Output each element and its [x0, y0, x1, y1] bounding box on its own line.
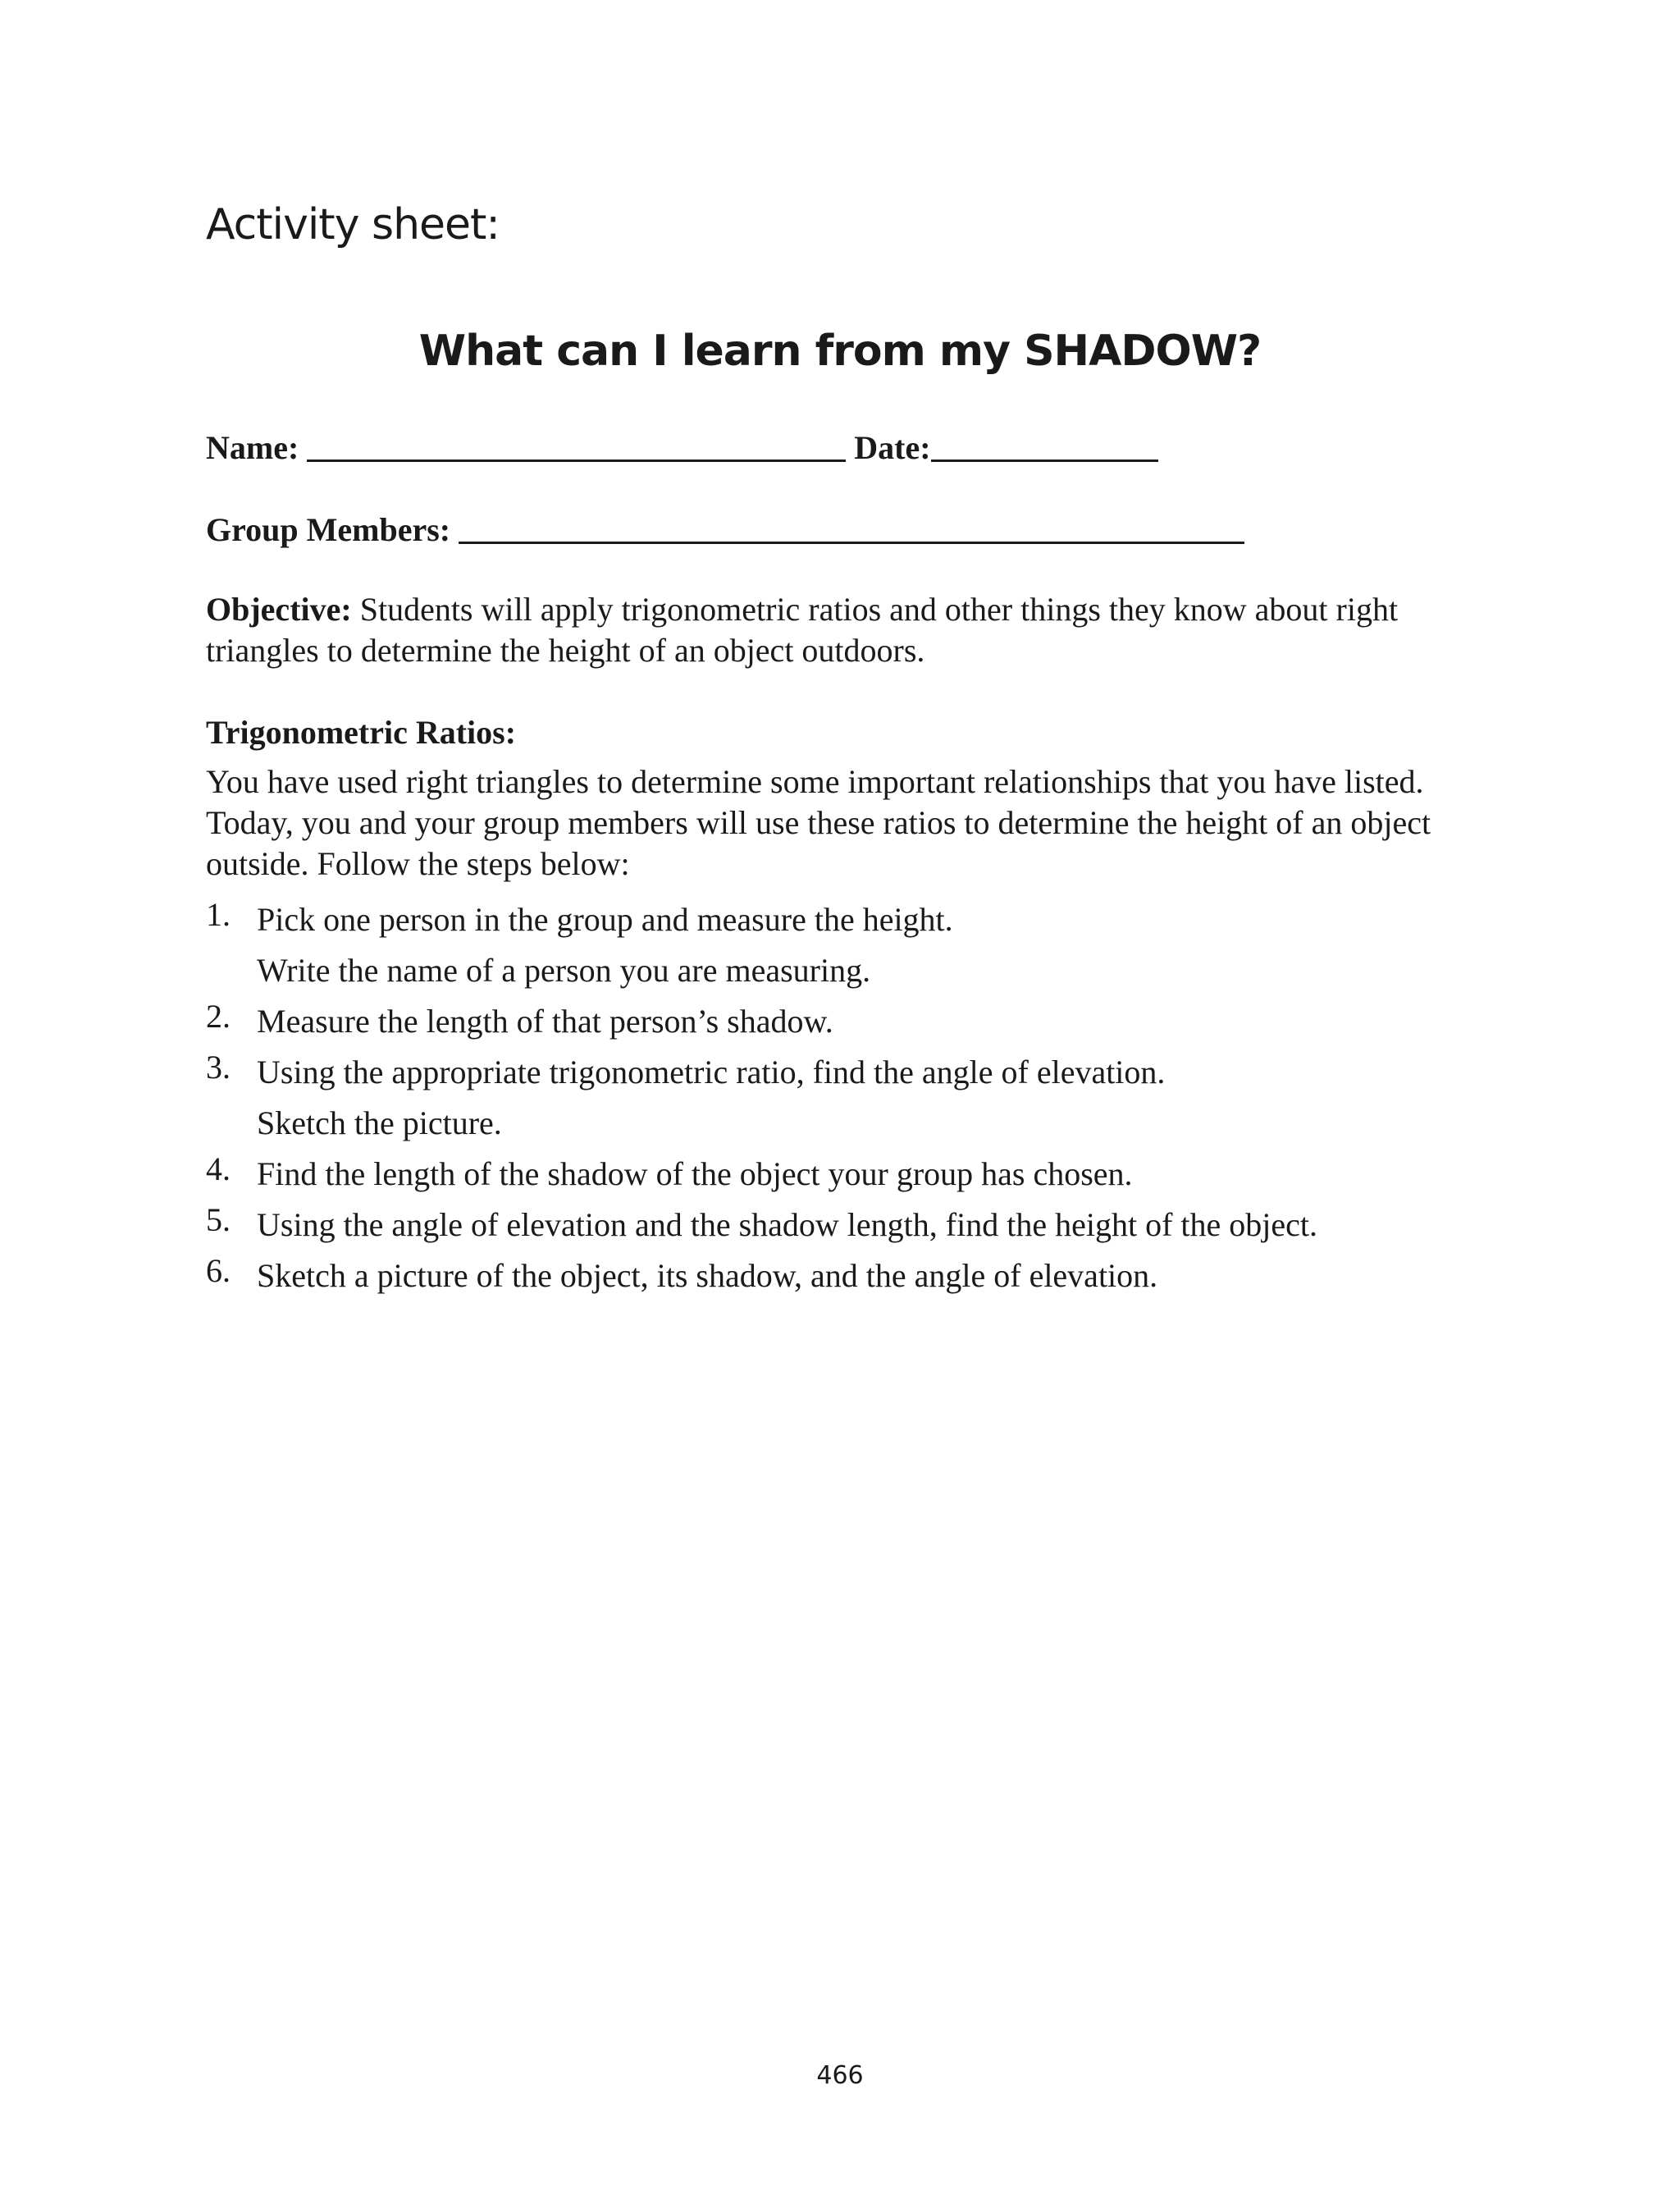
- trig-ratios-heading: Trigonometric Ratios:: [206, 714, 517, 751]
- step-number: 5.: [206, 1201, 231, 1238]
- step-text: Using the appropriate trigonometric ratio, find the angle of elevation.: [257, 1054, 1166, 1090]
- step-subtext: Sketch the picture.: [257, 1104, 502, 1141]
- name-label: Name:: [206, 429, 308, 466]
- step-text: Pick one person in the group and measure the height.: [257, 901, 953, 938]
- step-text: Using the angle of elevation and the shadow length, find the height of the object.: [257, 1206, 1317, 1243]
- step-item: [206, 996, 1317, 1047]
- page-number: 466: [816, 2061, 864, 2090]
- step-text: Sketch a picture of the object, its shadow, and the angle of elevation.: [257, 1257, 1158, 1294]
- trig-intro-paragraph: You have used right triangles to determine some important relationships that you have listed. Today, you and your group members will use these ratios to determine the height of an object outside. Follow the steps below:: [206, 763, 1431, 882]
- step-subtext: Write the name of a person you are measuring.: [257, 952, 871, 989]
- objective-paragraph: [206, 589, 1486, 671]
- step-item: [206, 1149, 1317, 1200]
- step-item: [206, 1250, 1317, 1301]
- step-item: [206, 1200, 1317, 1250]
- objective-text: Students will apply trigonometric ratios and other things they know about right triangles to determine the height of an object outdoors.: [206, 591, 1399, 669]
- step-number: 1.: [206, 896, 231, 933]
- steps-list: [206, 894, 1317, 1301]
- name-blank[interactable]: [307, 427, 846, 462]
- date-label: Date:: [846, 429, 931, 466]
- sheet-label: Activity sheet:: [206, 200, 500, 249]
- step-text: Find the length of the shadow of the object your group has chosen.: [257, 1155, 1133, 1192]
- name-date-row: [206, 427, 1158, 469]
- step-item: [206, 894, 1317, 996]
- step-item: [206, 1047, 1317, 1149]
- objective-label: Objective:: [206, 591, 352, 628]
- step-number: 3.: [206, 1049, 231, 1086]
- group-members-label: Group Members:: [206, 511, 459, 548]
- step-number: 2.: [206, 998, 231, 1035]
- group-members-blank[interactable]: [459, 509, 1244, 544]
- step-number: 4.: [206, 1150, 231, 1187]
- date-blank[interactable]: [931, 427, 1158, 462]
- step-number: 6.: [206, 1252, 231, 1289]
- page-title: What can I learn from my SHADOW?: [418, 327, 1262, 376]
- step-text: Measure the length of that person’s shadow.: [257, 1003, 833, 1040]
- group-members-row: [206, 509, 1244, 551]
